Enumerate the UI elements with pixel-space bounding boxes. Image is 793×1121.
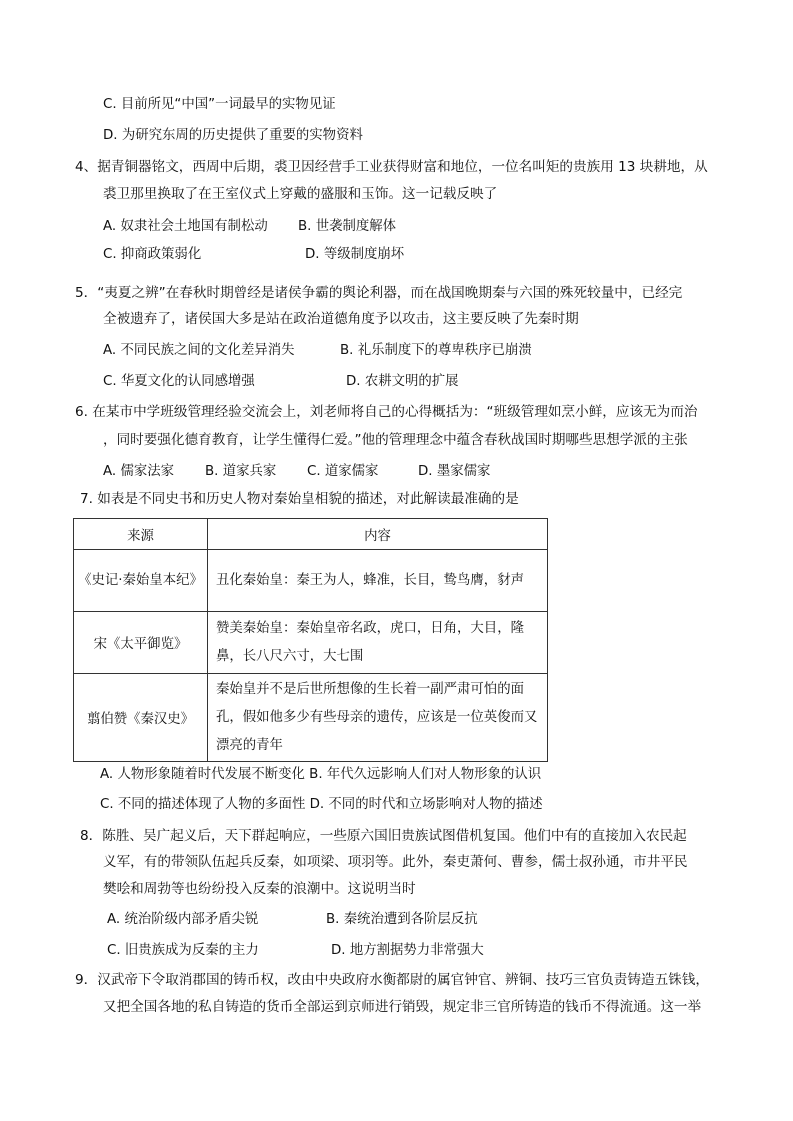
q7-options-cd: C. 不同的描述体现了人物的多面性 D. 不同的时代和立场影响对人物的描述 bbox=[100, 797, 543, 812]
q5-option-a: A. 不同民族之间的文化差异消失 bbox=[103, 343, 295, 358]
q8-option-a: A. 统治阶级内部矛盾尖锐 bbox=[107, 912, 259, 927]
table-row bbox=[74, 612, 548, 674]
row-content: 秦始皇并不是后世所想像的生长着一副严肃可怕的面孔，假如他多少有些母亲的遗传，应该是一位英俊而又漂亮的青年 bbox=[208, 674, 548, 762]
q8-stem-line3: 樊哙和周勃等也纷纷投入反秦的浪潮中。这说明当时 bbox=[103, 881, 416, 897]
q4-stem-line1: 4、据青铜器铭文，西周中后期，裘卫因经营手工业获得财富和地位，一位名叫矩的贵族用 13 块耕地，从 bbox=[75, 159, 708, 175]
q5-option-c: C. 华夏文化的认同感增强 bbox=[103, 374, 255, 389]
q8-option-b: B. 秦统治遭到各阶层反抗 bbox=[326, 912, 478, 927]
q8-stem-line1: 8．陈胜、吴广起义后，天下群起响应，一些原六国旧贵族试图借机复国。他们中有的直接加入农民起 bbox=[80, 828, 687, 844]
q4-option-d: D. 等级制度崩坏 bbox=[305, 247, 405, 262]
q7-options-ab: A. 人物形象随着时代发展不断变化 B. 年代久远影响人们对人物形象的认识 bbox=[100, 767, 542, 782]
q6-option-d: D. 墨家儒家 bbox=[418, 464, 491, 479]
q5-option-b: B. 礼乐制度下的尊卑秩序已崩溃 bbox=[340, 343, 532, 358]
q8-stem-line2: 义军，有的带领队伍起兵反秦，如项梁、项羽等。此外，秦吏萧何、曹参，儒士叔孙通，市井平民 bbox=[103, 854, 688, 870]
row-content: 赞美秦始皇：秦始皇帝名政，虎口，日角，大目，隆鼻，长八尺六寸，大七围 bbox=[208, 612, 548, 674]
q5-option-d: D. 农耕文明的扩展 bbox=[346, 374, 459, 389]
q6-option-a: A. 儒家法家 bbox=[103, 464, 174, 479]
row-source: 宋《太平御览》 bbox=[74, 612, 208, 674]
q6-stem-line2: ，同时要强化德育教育，让学生懂得仁爱。”他的管理理念中蕴含春秋战国时期哪些思想学派的主张 bbox=[103, 432, 688, 448]
q3-option-c: C. 目前所见“中国”一词最早的实物见证 bbox=[103, 97, 336, 112]
row-source: 《史记·秦始皇本纪》 bbox=[74, 550, 208, 612]
q8-option-d: D. 地方割据势力非常强大 bbox=[331, 943, 484, 958]
q5-stem-line1: 5．“夷夏之辨”在春秋时期曾经是诸侯争霸的舆论利器，而在战国晚期秦与六国的殊死较量中，已经完 bbox=[75, 285, 683, 301]
q4-option-c: C. 抑商政策弱化 bbox=[103, 247, 202, 262]
table-header-row bbox=[74, 519, 548, 550]
q4-option-a: A. 奴隶社会土地国有制松动 bbox=[103, 219, 268, 234]
q8-option-c: C. 旧贵族成为反秦的主力 bbox=[107, 943, 259, 958]
q6-option-c: C. 道家儒家 bbox=[307, 464, 379, 479]
header-content: 内容 bbox=[208, 519, 548, 550]
row-source: 翦伯赞《秦汉史》 bbox=[74, 674, 208, 762]
q7-stem: 7. 如表是不同史书和历史人物对秦始皇相貌的描述，对此解读最准确的是 bbox=[80, 491, 519, 507]
table-row bbox=[74, 674, 548, 762]
q9-stem-line1: 9．汉武帝下令取消郡国的铸币权，改由中央政府水衡都尉的属官钟官、辨铜、技巧三官负责铸造五铢钱， bbox=[75, 972, 709, 988]
q6-option-b: B. 道家兵家 bbox=[205, 464, 277, 479]
q9-stem-line2: 又把全国各地的私自铸造的货币全部运到京师进行销毁，规定非三官所铸造的钱币不得流通。这一举 bbox=[103, 999, 702, 1015]
q3-option-d: D. 为研究东周的历史提供了重要的实物资料 bbox=[103, 128, 363, 143]
source-table bbox=[73, 518, 548, 762]
header-source: 来源 bbox=[74, 519, 208, 550]
q5-stem-line2: 全被遗弃了，诸侯国大多是站在政治道德角度予以攻击，这主要反映了先秦时期 bbox=[103, 311, 579, 327]
row-content: 丑化秦始皇：秦王为人，蜂准，长目，鸷鸟膺，豺声 bbox=[208, 550, 548, 612]
table-row bbox=[74, 550, 548, 612]
q4-option-b: B. 世袭制度解体 bbox=[298, 219, 397, 234]
q6-stem-line1: 6. 在某市中学班级管理经验交流会上，刘老师将自己的心得概括为：“班级管理如烹小鲜，应该无为而治 bbox=[75, 404, 698, 420]
q4-stem-line2: 裘卫那里换取了在王室仪式上穿戴的盛服和玉饰。这一记载反映了 bbox=[103, 186, 498, 202]
